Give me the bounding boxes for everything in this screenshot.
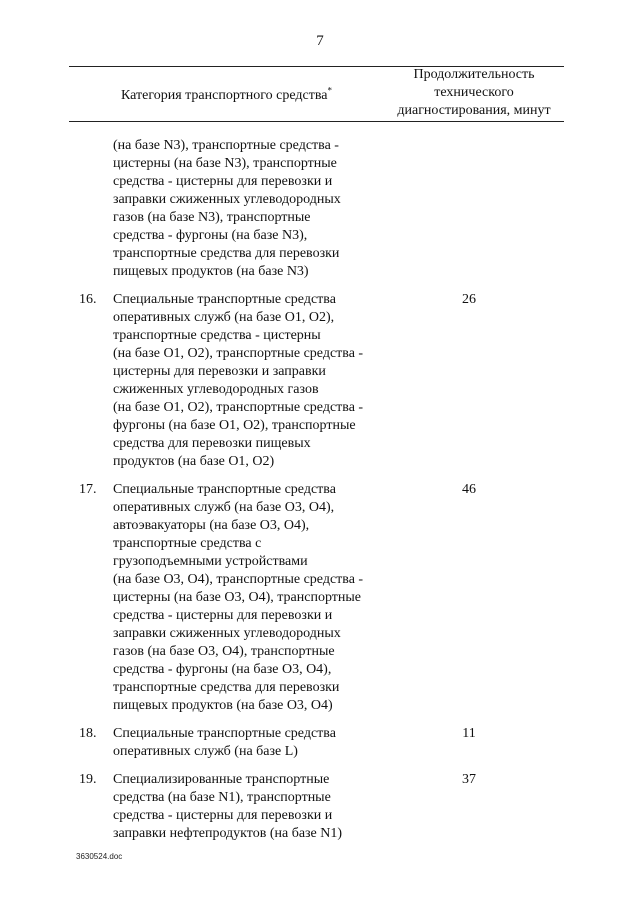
description-line: средства - цистерны для перевозки и [113,808,333,823]
description-line: заправки сжиженных углеводородных [113,626,341,641]
description-line: продуктов (на базе O1, O2) [113,454,275,469]
description-line: транспортные средства - цистерны [113,328,321,343]
header-category-label: Категория транспортного средства [120,88,328,103]
description-line: оперативных служб (на базе O1, O2), [113,310,335,325]
row-duration-minutes: 11 [462,726,476,741]
description-line: Специальные транспортные средства [113,292,336,307]
description-line: (на базе N3), транспортные средства - [113,138,339,153]
document-reference: 3630524.doc [76,852,123,861]
table-row [69,771,564,843]
header-duration [384,66,564,121]
description-line: (на базе O3, O4), транспортные средства - [113,572,364,587]
table-row [69,725,564,761]
description-line: цистерны для перевозки и заправки [113,364,326,379]
row-number: 16. [79,292,97,307]
description-line: газов (на базе N3), транспортные [113,210,311,225]
row-category-description [113,291,403,471]
description-line: цистерны (на базе N3), транспортные [113,156,337,171]
table-row [69,291,564,471]
description-line: заправки нефтепродуктов (на базе N1) [113,826,343,841]
page-number: 7 [316,33,324,49]
table-header-rule [69,121,564,122]
description-line: заправки сжиженных углеводородных [113,192,341,207]
description-line: Специальные транспортные средства [113,726,336,741]
table-row [69,481,564,715]
description-line: средства - цистерны для перевозки и [113,608,333,623]
description-line: пищевых продуктов (на базе N3) [113,264,309,279]
row-number: 17. [79,482,97,497]
description-line: пищевых продуктов (на базе O3, O4) [113,698,333,713]
header-duration-line: технического [434,85,514,100]
description-line: грузоподъемными устройствами [113,554,308,569]
header-duration-line: диагностирования, минут [397,103,551,118]
description-line: (на базе O1, O2), транспортные средства - [113,346,364,361]
table-header [69,67,564,121]
row-category-description [113,771,403,843]
table-body [69,137,564,843]
description-line: цистерны (на базе O3, O4), транспортные [113,590,362,605]
table-row [69,137,564,281]
row-category-description [113,725,403,761]
description-line: средства (на базе N1), транспортные [113,790,331,805]
row-category-description [113,481,403,715]
description-line: автоэвакуаторы (на базе O3, O4), [113,518,310,533]
description-line: средства - цистерны для перевозки и [113,174,333,189]
header-category-footnote-mark: * [327,85,333,96]
description-line: Специализированные транспортные [113,772,330,787]
description-line: сжиженных углеводородных газов [113,382,319,397]
description-line: (на базе O1, O2), транспортные средства - [113,400,364,415]
description-line: транспортные средства с [113,536,262,551]
row-number: 18. [79,726,97,741]
description-line: средства для перевозки пищевых [113,436,311,451]
description-line: фургоны (на базе O1, O2), транспортные [113,418,356,433]
row-duration-minutes: 46 [462,482,476,497]
header-category [69,87,384,121]
description-line: средства - фургоны (на базе N3), [113,228,308,243]
description-line: оперативных служб (на базе O3, O4), [113,500,335,515]
description-line: оперативных служб (на базе L) [113,744,298,759]
row-category-description [113,137,403,281]
description-line: газов (на базе O3, O4), транспортные [113,644,335,659]
diagnostics-duration-table [69,66,564,843]
description-line: транспортные средства для перевозки [113,680,340,695]
row-duration-minutes: 26 [462,292,476,307]
description-line: Специальные транспортные средства [113,482,336,497]
description-line: средства - фургоны (на базе O3, O4), [113,662,332,677]
header-duration-line: Продолжительность [413,67,535,82]
row-number: 19. [79,772,97,787]
row-duration-minutes: 37 [462,772,476,787]
description-line: транспортные средства для перевозки [113,246,340,261]
